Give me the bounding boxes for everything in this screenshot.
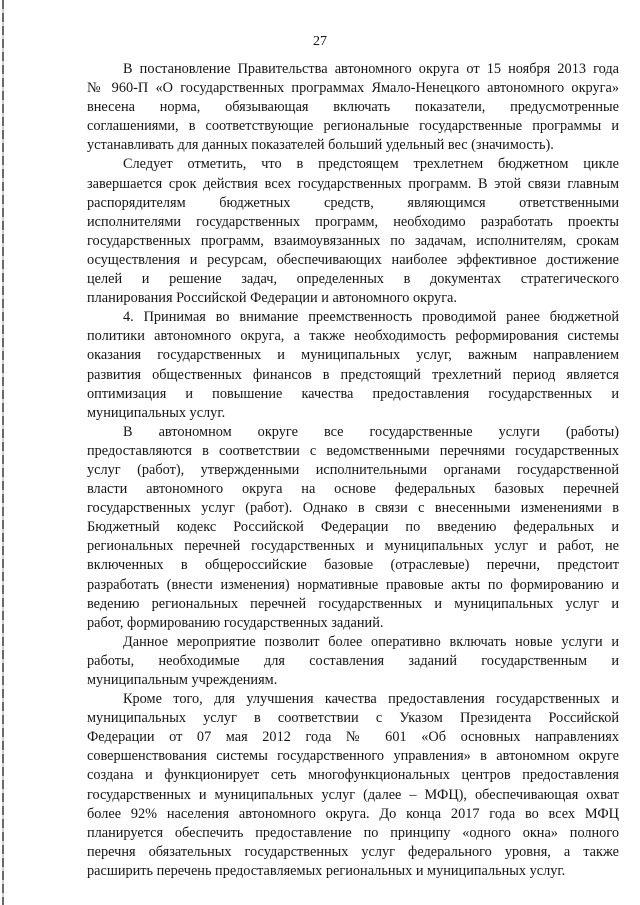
text-line: государственных и муниципальных услуг (далее – МФЦ), обеспечивающая охват — [87, 786, 619, 803]
text-line: планирования Российской Федерации и автономного округа. — [87, 290, 457, 307]
text-line: Федерации от 07 мая 2012 года № 601 «Об основных направлениях — [87, 729, 619, 746]
text-line: устанавливать для данных показателей больший удельный вес (значимость). — [87, 137, 554, 154]
text-line: власти автономного округа на основе федеральных базовых перечней — [87, 481, 619, 498]
text-line: услуг (работ), утвержденными исполнительными органами государственной — [87, 461, 619, 478]
paragraph-public-services-optimization — [87, 308, 619, 423]
text-line: государственных программ, взаимоувязанных по задачам, исполнителям, срокам — [87, 232, 619, 249]
paragraph-state-programs — [87, 155, 619, 308]
text-line: работ, формированию государственных заданий. — [87, 614, 384, 631]
text-line: ведению региональных перечней государственных и муниципальных услуг и — [87, 595, 619, 612]
page-number: 27 — [313, 34, 327, 49]
text-line: В постановление Правительства автономного округа от 15 ноября 2013 года — [123, 61, 619, 77]
text-line: № 960-П «О государственных программах Ямало-Ненецкого автономного округа» — [87, 80, 619, 97]
text-line: государственных услуг (работ). Однако в связи с внесенными изменениями в — [87, 500, 619, 517]
text-line: перечня обязательных государственных услуг федерального уровня, а также — [87, 843, 619, 860]
paragraph-mfc-network — [87, 690, 619, 881]
text-line: развития общественных финансов в предстоящий трехлетний период является — [87, 366, 619, 383]
text-line: более 92% населения автономного округа. До конца 2017 года во всех МФЦ — [87, 805, 619, 822]
text-line: оказания государственных и муниципальных услуг, важным направлением — [87, 347, 619, 364]
text-line: Кроме того, для улучшения качества предоставления государственных и — [123, 691, 619, 708]
text-line: Бюджетный кодекс Российской Федерации по введению федеральных и — [87, 519, 619, 536]
text-line: муниципальных услуг. — [87, 404, 226, 421]
text-line: политики автономного округа, а также необходимость реформирования системы — [87, 328, 619, 345]
paragraph-assignments — [87, 633, 619, 690]
text-line: Следует отметить, что в предстоящем трехлетнем бюджетном цикле — [123, 156, 619, 173]
text-line: В автономном округе все государственные услуги (работы) — [123, 423, 619, 440]
text-line: завершается срок действия всех государственных программ. В этой связи главным — [87, 175, 619, 192]
paragraph-service-lists — [87, 423, 619, 633]
text-line: исполнителями государственных программ, необходимо разработать проекты — [87, 213, 619, 230]
text-line: 4. Принимая во внимание преемственность проводимой ранее бюджетной — [123, 309, 619, 326]
text-line: Данное мероприятие позволит более оперативно включать новые услуги и — [123, 633, 619, 650]
text-line: соглашениями, в соответствующие региональные государственные программы и — [87, 118, 619, 135]
text-line: осуществления и ресурсам, обеспечивающих наиболее эффективное достижение — [87, 251, 619, 268]
text-line: включенных в общероссийские базовые (отраслевые) перечни, предстоит — [87, 557, 619, 574]
scan-edge — [2, 0, 4, 905]
text-line: работы, необходимые для составления заданий государственным и — [87, 652, 619, 669]
text-line: региональных перечней государственных и муниципальных услуг и работ, не — [87, 538, 619, 555]
text-line: распорядителям бюджетных средств, являющимся ответственными — [87, 194, 619, 211]
text-line: создана и функционирует сеть многофункциональных центров предоставления — [87, 767, 619, 784]
text-line: муниципальных услуг в соответствии с Указом Президента Российской — [87, 710, 619, 727]
text-line: целей и решение задач, определенных в документах стратегического — [87, 271, 619, 288]
text-line: совершенствования системы государственного управления» в автономном округе — [87, 748, 619, 765]
text-line: оптимизация и повышение качества предоставления государственных и — [87, 385, 619, 402]
text-line: муниципальным учреждениям. — [87, 672, 278, 688]
text-line: внесена норма, обязывающая включать показатели, предусмотренные — [87, 99, 619, 116]
document-body — [87, 60, 619, 881]
text-line: разработать (внести изменения) нормативные правовые акты по формированию и — [87, 576, 619, 593]
text-line: расширить перечень предоставляемых региональных и муниципальных услуг. — [87, 862, 566, 879]
text-line: планируется обеспечить предоставление по принципу «одного окна» полного — [87, 824, 619, 841]
paragraph-resolution-amendment — [87, 60, 619, 155]
text-line: предоставляются в соответствии с ведомственными перечнями государственных — [87, 442, 619, 459]
